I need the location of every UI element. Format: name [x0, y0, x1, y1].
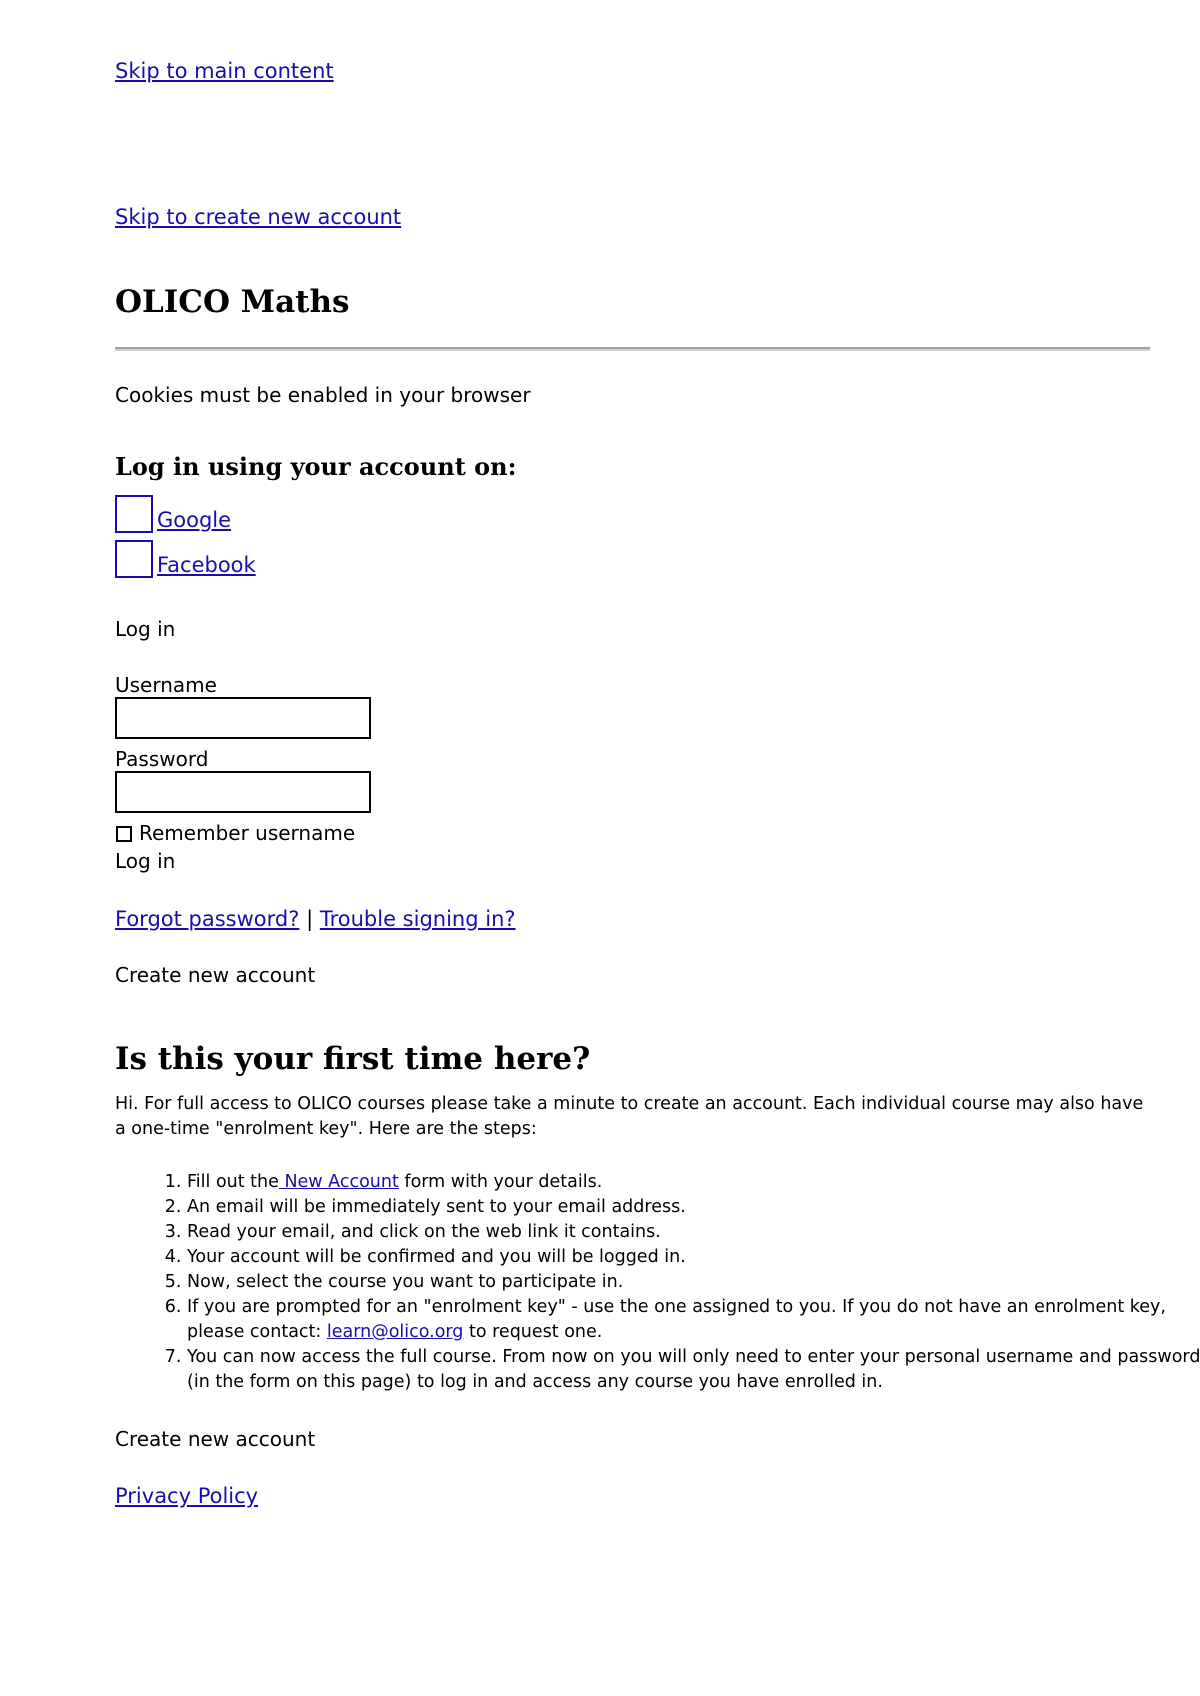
- create-new-account-button-bottom[interactable]: Create new account: [115, 1427, 316, 1451]
- google-login-button[interactable]: [115, 495, 231, 533]
- signup-steps-list: [115, 1170, 1200, 1395]
- list-item: [187, 1295, 1200, 1345]
- step-1-text-before: Fill out the: [187, 1172, 279, 1192]
- step-6-text-before: If you are prompted for an "enrolment key" - use the one assigned to you. If you do not have an enrolment key, please contact:: [187, 1297, 1166, 1342]
- trouble-signing-in-link[interactable]: Trouble signing in?: [319, 907, 516, 931]
- step-1-text-after: form with your details.: [398, 1172, 603, 1192]
- facebook-icon: [115, 540, 153, 578]
- privacy-policy-link[interactable]: Privacy Policy: [115, 1484, 259, 1508]
- password-input[interactable]: [115, 771, 371, 813]
- new-account-link[interactable]: New Account: [278, 1172, 399, 1192]
- google-icon: [115, 495, 153, 533]
- list-item: 7. You can now access the full course. From now on you will only need to enter your personal username and password (in the form on this page) to log in and access any course you have enrolled in.: [187, 1345, 1200, 1395]
- username-input[interactable]: [115, 697, 371, 739]
- identity-providers-heading: Log in using your account on:: [115, 452, 517, 481]
- login-button[interactable]: Log in: [115, 849, 176, 873]
- facebook-login-link[interactable]: Facebook: [157, 553, 256, 577]
- link-separator: |: [306, 907, 314, 931]
- facebook-login-button[interactable]: [115, 540, 256, 578]
- remember-username-row: [115, 821, 355, 846]
- list-item: [187, 1170, 1200, 1195]
- list-item: 2. An email will be immediately sent to your email address.: [187, 1195, 1200, 1220]
- google-login-link[interactable]: Google: [157, 508, 232, 532]
- skip-to-main-content-link[interactable]: Skip to main content: [115, 59, 334, 83]
- step-6-text-after: to request one.: [463, 1322, 603, 1342]
- username-label: Username: [115, 673, 217, 697]
- skip-to-create-account-link[interactable]: Skip to create new account: [115, 205, 402, 229]
- site-title: OLICO Maths: [115, 284, 350, 320]
- remember-username-checkbox[interactable]: [116, 826, 132, 842]
- first-time-heading: Is this your first time here?: [115, 1041, 591, 1077]
- password-label: Password: [115, 747, 209, 771]
- forgot-password-link[interactable]: Forgot password?: [115, 907, 300, 931]
- list-item: 4. Your account will be confirmed and you will be logged in.: [187, 1245, 1200, 1270]
- signup-intro-text: Hi. For full access to OLICO courses please take a minute to create an account. Each individual course may also have a one-time "enrolment key". Here are the steps:: [115, 1094, 1144, 1139]
- create-new-account-button-top[interactable]: Create new account: [115, 963, 316, 987]
- header-divider: [115, 347, 1150, 351]
- list-item: 3. Read your email, and click on the web link it contains.: [187, 1220, 1200, 1245]
- list-item: 5. Now, select the course you want to participate in.: [187, 1270, 1200, 1295]
- contact-email-link[interactable]: learn@olico.org: [326, 1322, 464, 1342]
- remember-username-label: Remember username: [139, 821, 356, 845]
- login-form-legend: Log in: [115, 617, 176, 641]
- login-help-links: [115, 906, 516, 932]
- cookies-notice: Cookies must be enabled in your browser: [115, 383, 531, 407]
